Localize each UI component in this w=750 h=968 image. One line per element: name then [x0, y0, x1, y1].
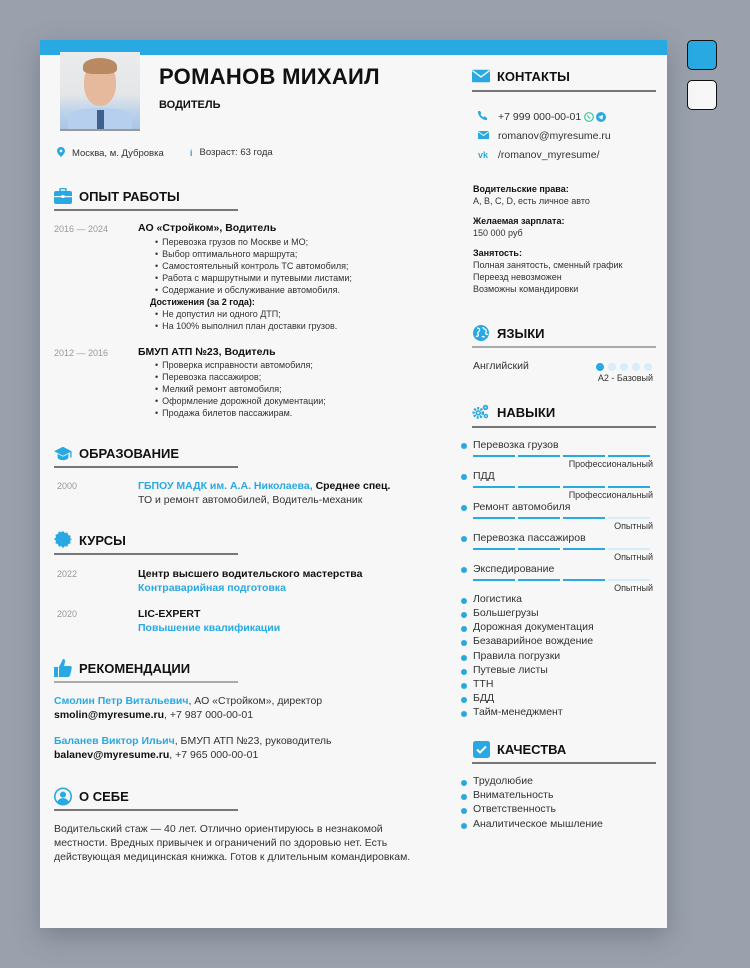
- bullet: [461, 443, 467, 449]
- license-label: Водительские права:: [473, 184, 569, 194]
- recommendation-contact: balanev@myresume.ru, +7 965 000-00-01: [54, 749, 259, 761]
- divider: [54, 681, 238, 683]
- envelope-icon: [472, 67, 490, 85]
- achievement: • На 100% выполнил план доставки грузов.: [155, 321, 337, 331]
- recommendation-email-link[interactable]: smolin@myresume.ru: [54, 709, 165, 721]
- divider: [472, 346, 656, 348]
- job-duty: • Самостоятельный контроль ТС автомобиля;: [155, 261, 349, 271]
- globe-icon: [472, 324, 490, 342]
- achievement: • Не допустил ни одного ДТП;: [155, 309, 281, 319]
- checkbox-icon: [472, 740, 490, 758]
- job-duty: • Оформление дорожной документации;: [155, 396, 326, 406]
- education-year: 2000: [57, 481, 78, 491]
- recommendation: Баланев Виктор Ильич, БМУП АТП №23, руководитель: [54, 735, 332, 747]
- divider: [54, 809, 238, 811]
- section-about-header: О СЕБЕ: [54, 787, 129, 805]
- quality-item: Аналитическое мышление: [473, 818, 603, 830]
- vk-icon: vk: [478, 150, 489, 160]
- thumbs-up-icon: [54, 659, 72, 677]
- vk-link[interactable]: /romanov_myresume/: [498, 149, 600, 161]
- skill-name: Перевозка грузов: [473, 439, 559, 451]
- skill-item: Дорожная документация: [473, 621, 594, 633]
- education-institution: ГБПОУ МАДК им. А.А. Николаева, Среднее спец.: [138, 480, 391, 492]
- quality-item: Ответственность: [473, 803, 556, 815]
- course-org: Центр высшего водительского мастерства: [138, 568, 363, 580]
- candidate-name: РОМАНОВ МИХАИЛ: [159, 64, 380, 89]
- bullet: [461, 505, 467, 511]
- contact-vk: [478, 149, 600, 161]
- skill-name: Экспедирование: [473, 563, 555, 575]
- color-theme-blue-button[interactable]: [687, 40, 717, 70]
- bullet: [461, 474, 467, 480]
- color-theme-white-button[interactable]: [687, 80, 717, 110]
- job-period: 2016 — 2024: [54, 224, 109, 234]
- divider: [472, 426, 656, 428]
- contact-phone: [478, 111, 606, 123]
- employment-line: Возможны командировки: [473, 284, 579, 294]
- email-link[interactable]: romanov@myresume.ru: [498, 130, 611, 142]
- user-circle-icon: [54, 787, 72, 805]
- skill-item: ТТН: [473, 678, 494, 690]
- recommendation-email-link[interactable]: balanev@myresume.ru: [54, 749, 170, 761]
- skill-level: Профессиональный: [568, 490, 653, 500]
- phone-icon: [478, 111, 496, 123]
- skill-item: Правила погрузки: [473, 650, 561, 662]
- skill-name: Перевозка пассажиров: [473, 532, 586, 544]
- job-title: АО «Стройком», Водитель: [138, 222, 277, 234]
- section-education-header: ОБРАЗОВАНИЕ: [54, 444, 179, 462]
- badge-icon: [54, 531, 72, 549]
- job-period: 2012 — 2016: [54, 348, 109, 358]
- skill-item: Логистика: [473, 593, 523, 605]
- skill-level: Профессиональный: [568, 459, 653, 469]
- job-duty: • Работа с маршрутными и путевыми листами;: [155, 273, 352, 283]
- job-duty: • Продажа билетов пассажирам.: [155, 408, 292, 418]
- about-text-line: Водительский стаж — 40 лет. Отлично ориентируюсь в незнакомой: [54, 823, 383, 835]
- job-duty: • Перевозка пассажиров;: [155, 372, 261, 382]
- bullet: [461, 567, 467, 573]
- age: i Возраст: 63 года: [190, 147, 273, 158]
- divider: [472, 762, 656, 764]
- salary-label: Желаемая зарплата:: [473, 216, 565, 226]
- skill-item: БДД: [473, 692, 495, 704]
- language-level: A2 - Базовый: [597, 373, 653, 383]
- section-qualities-header: КАЧЕСТВА: [472, 740, 566, 758]
- gears-icon: [472, 403, 490, 421]
- section-skills-header: НАВЫКИ: [472, 403, 555, 421]
- job-title: БМУП АТП №23, Водитель: [138, 346, 276, 358]
- contact-email: [478, 130, 611, 142]
- divider: [472, 90, 656, 92]
- course-name: Повышение квалификации: [138, 622, 281, 634]
- graduation-cap-icon: [54, 444, 72, 462]
- section-courses-header: КУРСЫ: [54, 531, 126, 549]
- skill-level: Опытный: [614, 521, 653, 531]
- job-duty: • Проверка исправности автомобиля;: [155, 360, 313, 370]
- section-contacts-header: КОНТАКТЫ: [472, 67, 570, 85]
- employment-line: Переезд невозможен: [473, 272, 562, 282]
- resume-page: [40, 40, 667, 928]
- skill-name: Ремонт автомобиля: [473, 501, 571, 513]
- info-icon: i: [190, 147, 193, 158]
- section-recommendations-header: РЕКОМЕНДАЦИИ: [54, 659, 190, 677]
- course-org: LIC-EXPERT: [138, 608, 201, 620]
- job-duty: • Выбор оптимального маршрута;: [155, 249, 297, 259]
- job-duty: • Мелкий ремонт автомобиля;: [155, 384, 282, 394]
- candidate-position: ВОДИТЕЛЬ: [159, 99, 221, 111]
- divider: [54, 466, 238, 468]
- telegram-icon[interactable]: [596, 112, 606, 122]
- employment-line: Полная занятость, сменный график: [473, 260, 623, 270]
- briefcase-icon: [54, 187, 72, 205]
- achievements-label: Достижения (за 2 года):: [150, 297, 255, 307]
- section-experience-header: ОПЫТ РАБОТЫ: [54, 187, 180, 205]
- language-name: Английский: [473, 360, 529, 372]
- skill-item: Путевые листы: [473, 664, 548, 676]
- recommendation: Смолин Петр Витальевич, АО «Стройком», директор: [54, 695, 323, 707]
- profile-photo: [60, 52, 140, 131]
- job-duty: • Перевозка грузов по Москве и МО;: [155, 237, 308, 247]
- employment-label: Занятость:: [473, 248, 522, 258]
- about-text-line: действующая медицинская книжка. Готов к длительным командировкам.: [54, 851, 411, 863]
- map-pin-icon: [57, 147, 65, 159]
- location: Москва, м. Дубровка: [57, 147, 164, 159]
- quality-item: Трудолюбие: [473, 775, 533, 787]
- education-specialty: ТО и ремонт автомобилей, Водитель-механик: [138, 494, 363, 506]
- envelope-icon: [478, 130, 498, 142]
- recommendation-contact: smolin@myresume.ru, +7 987 000-00-01: [54, 709, 254, 721]
- skill-item: Большегрузы: [473, 607, 539, 619]
- skill-item: Безаварийное вождение: [473, 635, 594, 647]
- quality-item: Внимательность: [473, 789, 554, 801]
- divider: [54, 209, 238, 211]
- skill-name: ПДД: [473, 470, 495, 482]
- bullet: [461, 536, 467, 542]
- skill-level: Опытный: [614, 583, 653, 593]
- skill-level: Опытный: [614, 552, 653, 562]
- divider: [54, 553, 238, 555]
- job-duty: • Содержание и обслуживание автомобиля.: [155, 285, 340, 295]
- section-languages-header: ЯЗЫКИ: [472, 324, 545, 342]
- salary-value: 150 000 руб: [473, 228, 523, 238]
- course-name: Контраварийная подготовка: [138, 582, 286, 594]
- course-year: 2022: [57, 569, 78, 579]
- whatsapp-icon[interactable]: [584, 112, 594, 122]
- phone-link[interactable]: +7 999 000-00-01: [498, 111, 582, 123]
- course-year: 2020: [57, 609, 78, 619]
- license-value: A, B, C, D, есть личное авто: [473, 196, 590, 206]
- skill-item: Тайм-менеджмент: [473, 706, 563, 718]
- about-text-line: местности. Вредных привычек и ограничений по здоровью нет. Есть: [54, 837, 388, 849]
